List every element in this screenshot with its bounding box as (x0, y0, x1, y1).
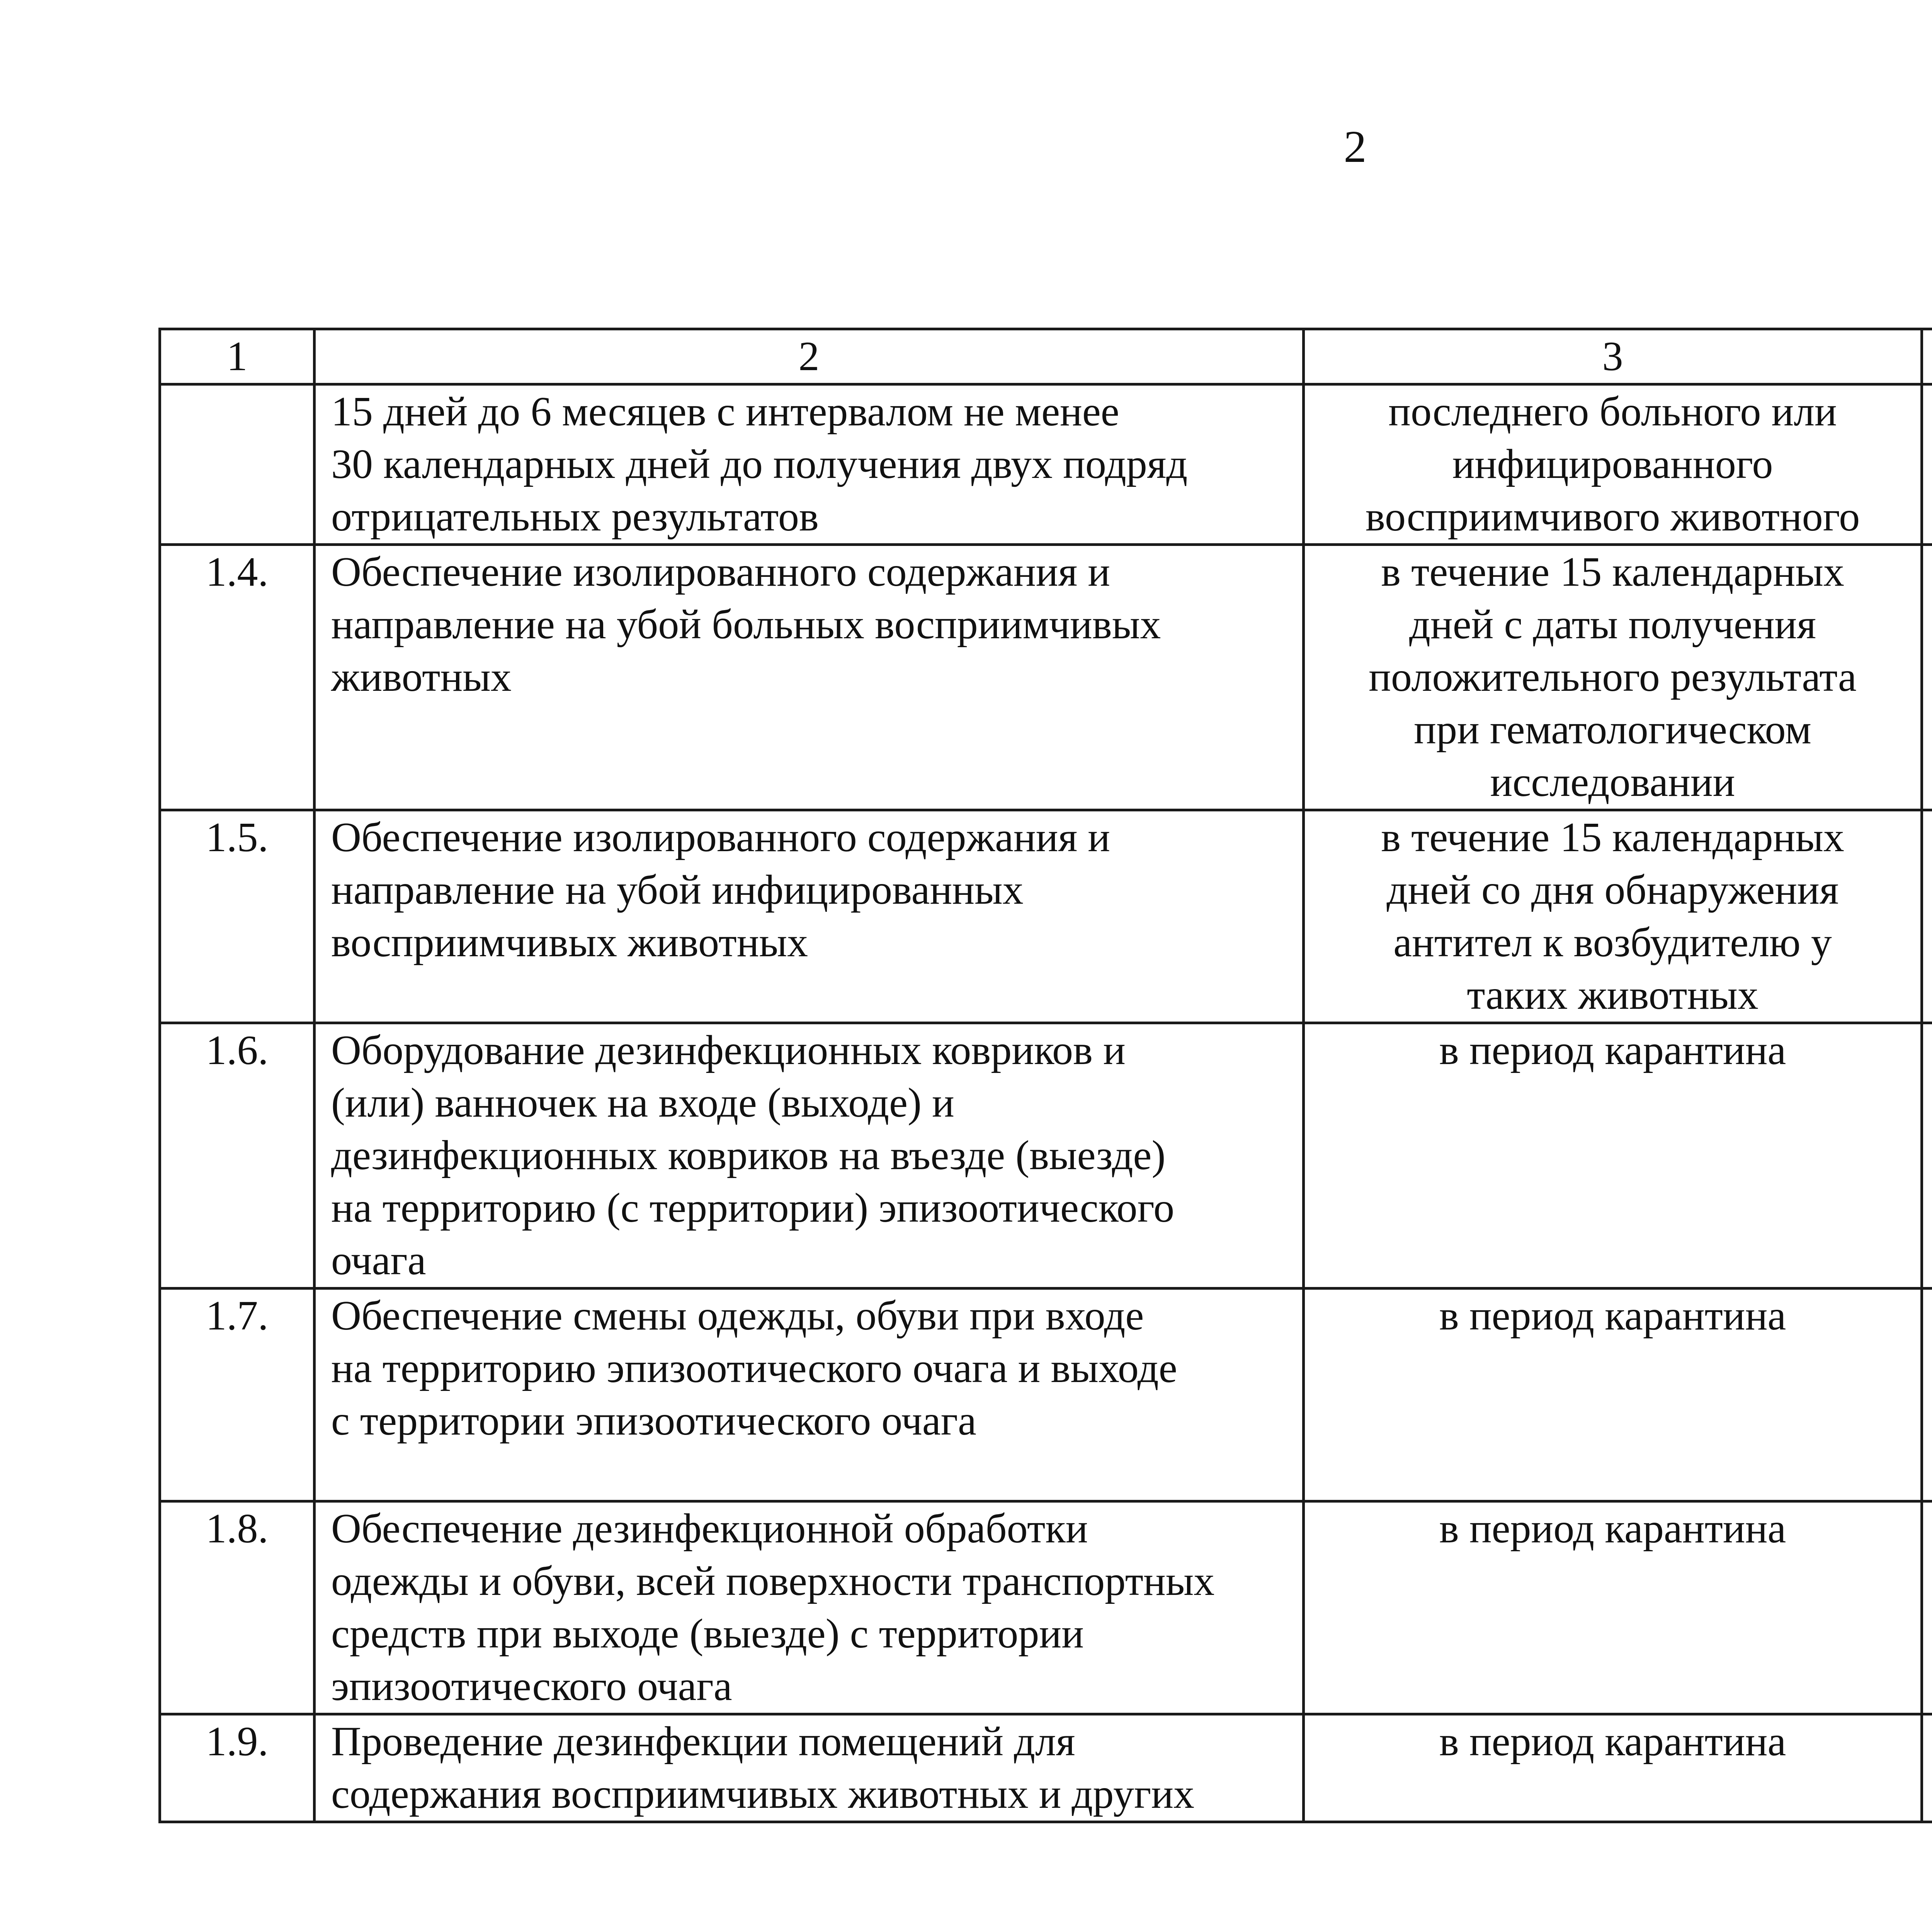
term-cell-line: в период карантина (1439, 1506, 1786, 1552)
term-cell (1304, 545, 1922, 810)
measure-cell-line: эпизоотического очага (331, 1663, 732, 1709)
measure-cell-line: Обеспечение дезинфекционной обработки (331, 1506, 1088, 1552)
responsible-cell (1922, 1714, 1932, 1822)
measure-cell-line: средств при выходе (выезде) с территории (331, 1611, 1084, 1657)
measure-cell-line: направление на убой больных восприимчивых (331, 602, 1161, 648)
measure-cell (315, 810, 1304, 1023)
measure-cell-line: 15 дней до 6 месяцев с интервалом не менее (331, 389, 1119, 435)
term-cell (1304, 384, 1922, 545)
table-row (160, 384, 1932, 545)
measure-cell-line: на территорию эпизоотического очага и выходе (331, 1345, 1177, 1391)
measure-cell-line: одежды и обуви, всей поверхности транспортных (331, 1558, 1215, 1604)
measure-cell-line: 30 календарных дней до получения двух подряд (331, 441, 1188, 487)
measure-cell (315, 1289, 1304, 1501)
term-cell (1304, 1289, 1922, 1501)
measure-cell-line: очага (331, 1238, 426, 1284)
measure-cell-line: животных (331, 654, 512, 700)
measure-cell-line: дезинфекционных ковриков на въезде (выезде) (331, 1132, 1166, 1178)
term-cell-line: исследовании (1490, 759, 1735, 805)
term-cell-line: в течение 15 календарных (1381, 814, 1844, 860)
measure-cell (315, 384, 1304, 545)
term-cell (1304, 1714, 1922, 1822)
responsible-cell (1922, 1501, 1932, 1714)
term-cell-line: в период карантина (1439, 1027, 1786, 1073)
measures-table (158, 328, 1932, 1823)
table-header-row (160, 329, 1932, 384)
measure-cell-line: содержания восприимчивых животных и других (331, 1771, 1195, 1817)
page-number: 2 (1344, 121, 1367, 172)
table-row (160, 1501, 1932, 1714)
responsible-cell (1922, 545, 1932, 810)
term-cell-line: положительного результата (1369, 654, 1857, 700)
responsible-cell (1922, 1023, 1932, 1289)
column-header: 3 (1304, 329, 1922, 384)
measure-cell-line: Обеспечение изолированного содержания и (331, 549, 1111, 595)
measure-cell (315, 1501, 1304, 1714)
table-row (160, 545, 1932, 810)
responsible-cell (1922, 384, 1932, 545)
measures-table-body (160, 329, 1932, 1822)
row-number-cell (160, 384, 315, 545)
measure-cell-line: Обеспечение изолированного содержания и (331, 814, 1111, 860)
row-number-cell: 1.4. (160, 545, 315, 810)
measure-cell-line: Оборудование дезинфекционных ковриков и (331, 1027, 1126, 1073)
measure-cell-line: Проведение дезинфекции помещений для (331, 1719, 1075, 1765)
measure-cell-line: на территорию (с территории) эпизоотического (331, 1185, 1175, 1231)
term-cell-line: в период карантина (1439, 1293, 1786, 1339)
measure-cell (315, 1023, 1304, 1289)
row-number-cell: 1.9. (160, 1714, 315, 1822)
measure-cell (315, 1714, 1304, 1822)
table-row (160, 1023, 1932, 1289)
term-cell-line: таких животных (1467, 972, 1759, 1018)
measure-cell (315, 545, 1304, 810)
term-cell-line: восприимчивого животного (1365, 494, 1860, 540)
term-cell (1304, 810, 1922, 1023)
term-cell-line: при гематологическом (1414, 707, 1811, 753)
measure-cell-line: направление на убой инфицированных (331, 867, 1024, 913)
measure-cell-line: (или) ванночек на входе (выходе) и (331, 1080, 954, 1126)
table-row (160, 810, 1932, 1023)
table-row (160, 1714, 1932, 1822)
term-cell-line: последнего больного или (1388, 389, 1837, 435)
column-header: 1 (160, 329, 315, 384)
measure-cell-line: восприимчивых животных (331, 920, 808, 966)
row-number-cell: 1.8. (160, 1501, 315, 1714)
row-number-cell: 1.7. (160, 1289, 315, 1501)
responsible-cell (1922, 1289, 1932, 1501)
term-cell-line: дней с даты получения (1409, 602, 1816, 648)
row-number-cell: 1.6. (160, 1023, 315, 1289)
term-cell-line: антител к возбудителю у (1393, 920, 1832, 966)
column-header: 2 (315, 329, 1304, 384)
measure-cell-line: с территории эпизоотического очага (331, 1398, 976, 1444)
term-cell-line: инфицированного (1452, 441, 1773, 487)
measure-cell-line: отрицательных результатов (331, 494, 819, 540)
term-cell-line: в течение 15 календарных (1381, 549, 1844, 595)
term-cell-line: в период карантина (1439, 1719, 1786, 1765)
table-row (160, 1289, 1932, 1501)
responsible-cell (1922, 810, 1932, 1023)
row-number-cell: 1.5. (160, 810, 315, 1023)
term-cell-line: дней со дня обнаружения (1386, 867, 1839, 913)
column-header (1922, 329, 1932, 384)
term-cell (1304, 1501, 1922, 1714)
term-cell (1304, 1023, 1922, 1289)
measure-cell-line: Обеспечение смены одежды, обуви при входе (331, 1293, 1144, 1339)
